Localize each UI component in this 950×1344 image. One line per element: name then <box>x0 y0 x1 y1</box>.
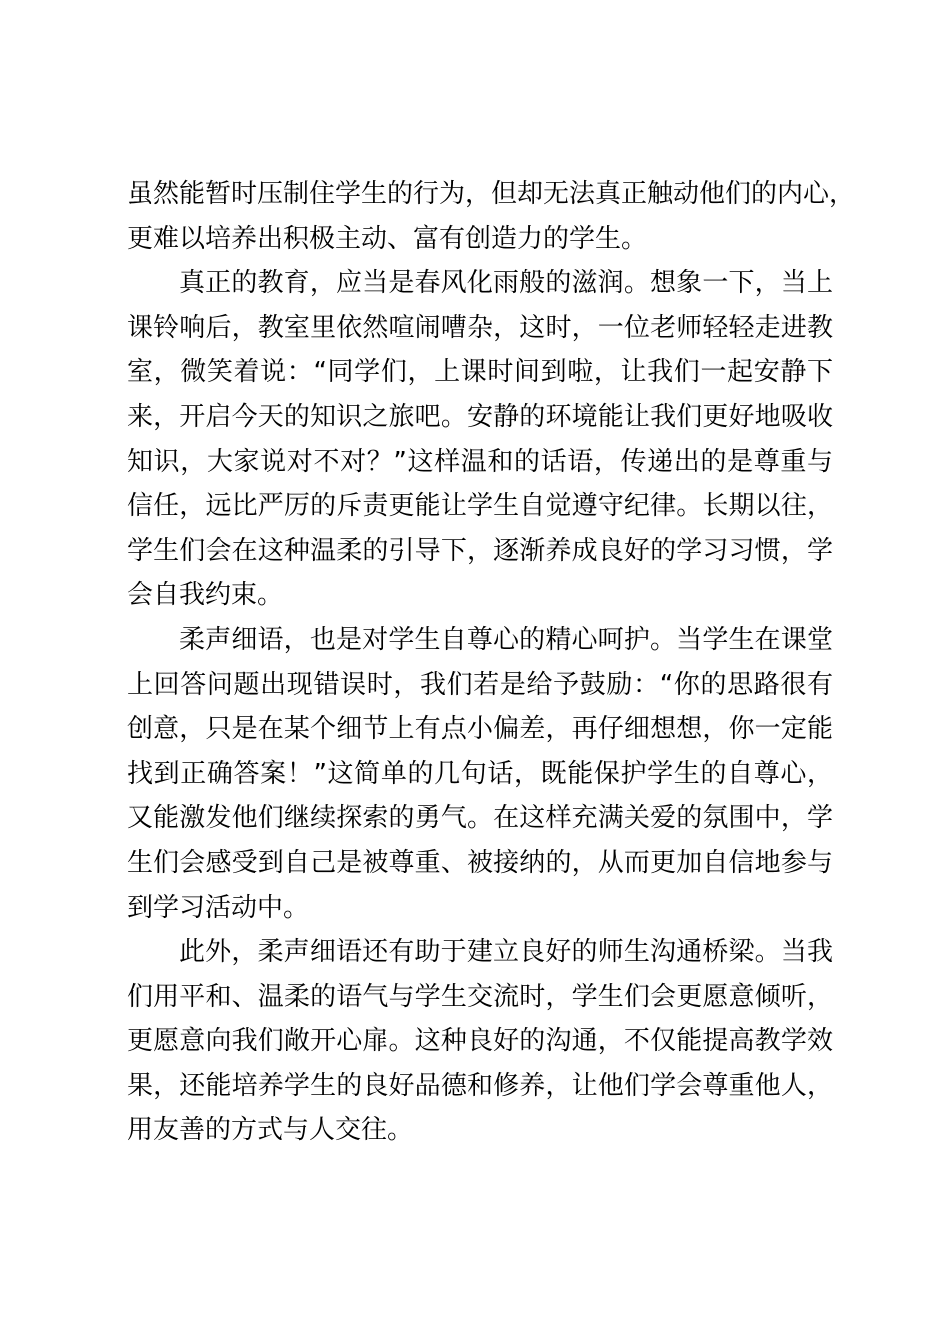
text-line: 们用平和、温柔的语气与学生交流时，学生们会更愿意倾听， <box>127 981 833 1012</box>
text-line: 果，还能培养学生的良好品德和修养，让他们学会尊重他人， <box>127 1070 833 1101</box>
text-line: 更愿意向我们敞开心扉。这种良好的沟通，不仅能提高教学效 <box>127 1026 833 1057</box>
text-line: 用友善的方式与人交往。 <box>127 1115 414 1146</box>
text-line: 室，微笑着说：“同学们，上课时间到啦，让我们一起安静下 <box>127 357 833 388</box>
text-line: 柔声细语，也是对学生自尊心的精心呵护。当学生在课堂 <box>179 624 833 655</box>
text-line: 学生们会在这种温柔的引导下，逐渐养成良好的学习习惯，学 <box>127 535 833 566</box>
text-line: 找到正确答案！”这简单的几句话，既能保护学生的自尊心， <box>127 758 833 789</box>
text-line: 又能激发他们继续探索的勇气。在这样充满关爱的氛围中，学 <box>127 803 833 834</box>
text-line: 来，开启今天的知识之旅吧。安静的环境能让我们更好地吸收 <box>127 401 833 432</box>
text-line: 上回答问题出现错误时，我们若是给予鼓励：“你的思路很有 <box>127 669 833 700</box>
text-line: 创意，只是在某个细节上有点小偏差，再仔细想想，你一定能 <box>127 714 833 745</box>
paragraph-3 <box>127 618 833 930</box>
text-line: 会自我约束。 <box>127 580 284 611</box>
text-line: 知识，大家说对不对？”这样温和的话语，传递出的是尊重与 <box>127 446 833 477</box>
body-text <box>127 172 856 1153</box>
paragraph-2 <box>127 261 833 618</box>
text-line: 信任，远比严厉的斥责更能让学生自觉遵守纪律。长期以往， <box>127 491 833 522</box>
text-line: 课铃响后，教室里依然喧闹嘈杂，这时，一位老师轻轻走进教 <box>127 312 833 343</box>
text-line: 生们会感受到自己是被尊重、被接纳的，从而更加自信地参与 <box>127 847 833 878</box>
paragraph-4 <box>127 930 833 1153</box>
text-line: 更难以培养出积极主动、富有创造力的学生。 <box>127 223 648 254</box>
text-line: 此外，柔声细语还有助于建立良好的师生沟通桥梁。当我 <box>179 937 833 968</box>
text-line: 到学习活动中。 <box>127 892 310 923</box>
paragraph-1 <box>127 172 856 261</box>
text-line: 虽然能暂时压制住学生的行为，但却无法真正触动他们的内心， <box>127 179 856 209</box>
text-line: 真正的教育，应当是春风化雨般的滋润。想象一下，当上 <box>179 268 833 299</box>
